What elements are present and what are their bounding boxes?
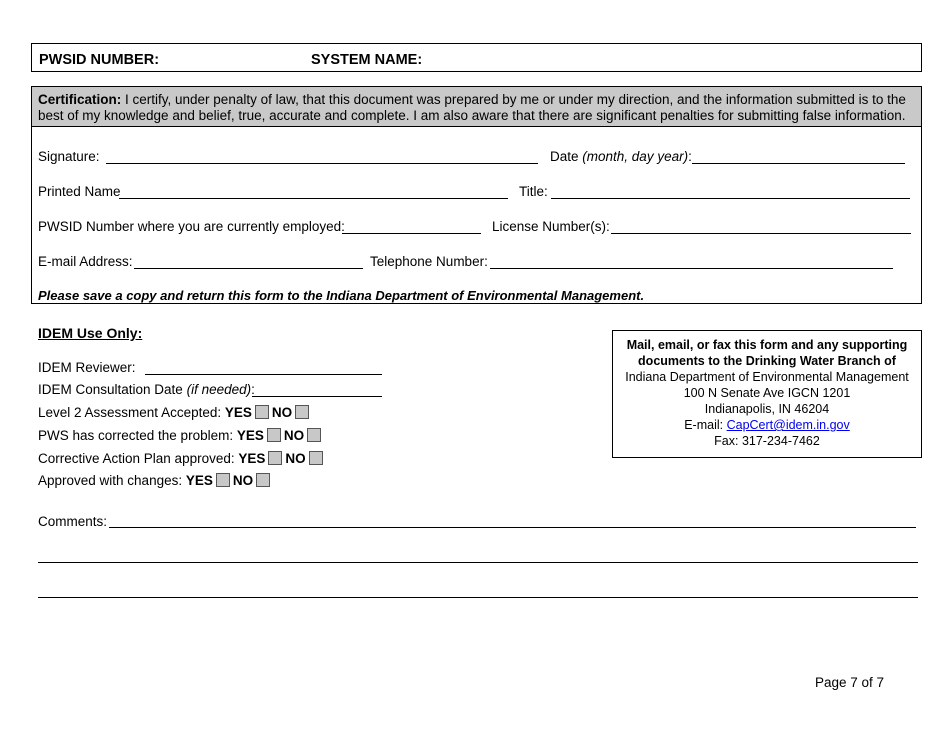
printed-name-label: Printed Name <box>38 184 121 199</box>
certification-title: Certification: <box>38 92 122 107</box>
idem-reviewer-field[interactable] <box>145 374 382 375</box>
corrected-row <box>38 428 324 443</box>
level2-yes-label: YES <box>224 405 252 420</box>
mail-fax: Fax: 317-234-7462 <box>714 434 820 448</box>
level2-yes-checkbox[interactable] <box>255 405 269 419</box>
cap-row <box>38 451 326 466</box>
corrected-no-checkbox[interactable] <box>307 428 321 442</box>
changes-no-label: NO <box>232 473 254 488</box>
cap-yes-label: YES <box>238 451 266 466</box>
header-box <box>31 43 922 72</box>
level2-row <box>38 405 312 420</box>
email-field[interactable] <box>134 268 363 269</box>
date-hint: (month, day year) <box>582 149 689 164</box>
page-number: Page 7 of 7 <box>815 675 885 690</box>
printed-name-field[interactable] <box>119 198 508 199</box>
corrected-no-label: NO <box>283 428 305 443</box>
pwsid-employed-label: PWSID Number where you are currently employed: <box>38 219 345 234</box>
consult-hint: (if needed) <box>186 382 252 397</box>
changes-label: Approved with changes: <box>38 473 183 488</box>
mail-line-3: Indiana Department of Environmental Management <box>625 370 909 384</box>
certification-statement <box>32 87 921 127</box>
signature-field[interactable] <box>106 163 538 164</box>
idem-consult-field[interactable] <box>252 396 382 397</box>
mail-line-5: Indianapolis, IN 46204 <box>704 402 830 416</box>
save-note: Please save a copy and return this form to the Indiana Department of Environmental Management. <box>38 288 645 303</box>
email-label: E-mail Address: <box>38 254 133 269</box>
pwsid-employed-field[interactable] <box>342 233 481 234</box>
telephone-label: Telephone Number: <box>370 254 488 269</box>
comments-line-2[interactable] <box>38 562 918 563</box>
comments-line-1[interactable] <box>109 527 916 528</box>
mail-email-row: E-mail: CapCert@idem.in.gov <box>684 418 850 432</box>
idem-use-heading: IDEM Use Only: <box>38 325 143 341</box>
title-field[interactable] <box>551 198 910 199</box>
mail-line-1: Mail, email, or fax this form and any supporting <box>626 338 908 352</box>
date-label: Date (month, day year): <box>550 149 692 164</box>
telephone-field[interactable] <box>490 268 893 269</box>
level2-label: Level 2 Assessment Accepted: <box>38 405 222 420</box>
certification-text: I certify, under penalty of law, that this document was prepared by me or under my direction, and the information submitted is to the best of my knowledge and belief, true, accurate and complete. I am also aware that there are significant penalties for submitting false information. <box>38 92 906 123</box>
mailing-info-box <box>612 330 922 458</box>
mail-line-4: 100 N Senate Ave IGCN 1201 <box>683 386 851 400</box>
corrected-yes-checkbox[interactable] <box>267 428 281 442</box>
idem-reviewer-label: IDEM Reviewer: <box>38 360 136 375</box>
changes-no-checkbox[interactable] <box>256 473 270 487</box>
level2-no-label: NO <box>271 405 293 420</box>
comments-line-3[interactable] <box>38 597 918 598</box>
signature-label: Signature: <box>38 149 100 164</box>
cap-label: Corrective Action Plan approved: <box>38 451 235 466</box>
corrected-yes-label: YES <box>236 428 264 443</box>
pwsid-number-label: PWSID NUMBER: <box>39 52 160 68</box>
changes-row <box>38 473 273 488</box>
comments-label: Comments: <box>38 514 108 529</box>
certification-box <box>31 86 922 304</box>
cap-yes-checkbox[interactable] <box>268 451 282 465</box>
date-field[interactable] <box>692 163 905 164</box>
license-label: License Number(s): <box>492 219 610 234</box>
level2-no-checkbox[interactable] <box>295 405 309 419</box>
system-name-label: SYSTEM NAME: <box>311 52 423 68</box>
title-label: Title: <box>519 184 548 199</box>
changes-yes-checkbox[interactable] <box>216 473 230 487</box>
idem-consult-label: IDEM Consultation Date (if needed): <box>38 382 255 397</box>
mail-line-2: documents to the Drinking Water Branch of <box>638 354 896 368</box>
changes-yes-label: YES <box>185 473 213 488</box>
license-field[interactable] <box>611 233 911 234</box>
cap-no-label: NO <box>285 451 306 466</box>
cap-no-checkbox[interactable] <box>309 451 323 465</box>
email-link[interactable]: CapCert@idem.in.gov <box>726 418 850 432</box>
corrected-label: PWS has corrected the problem: <box>38 428 234 443</box>
